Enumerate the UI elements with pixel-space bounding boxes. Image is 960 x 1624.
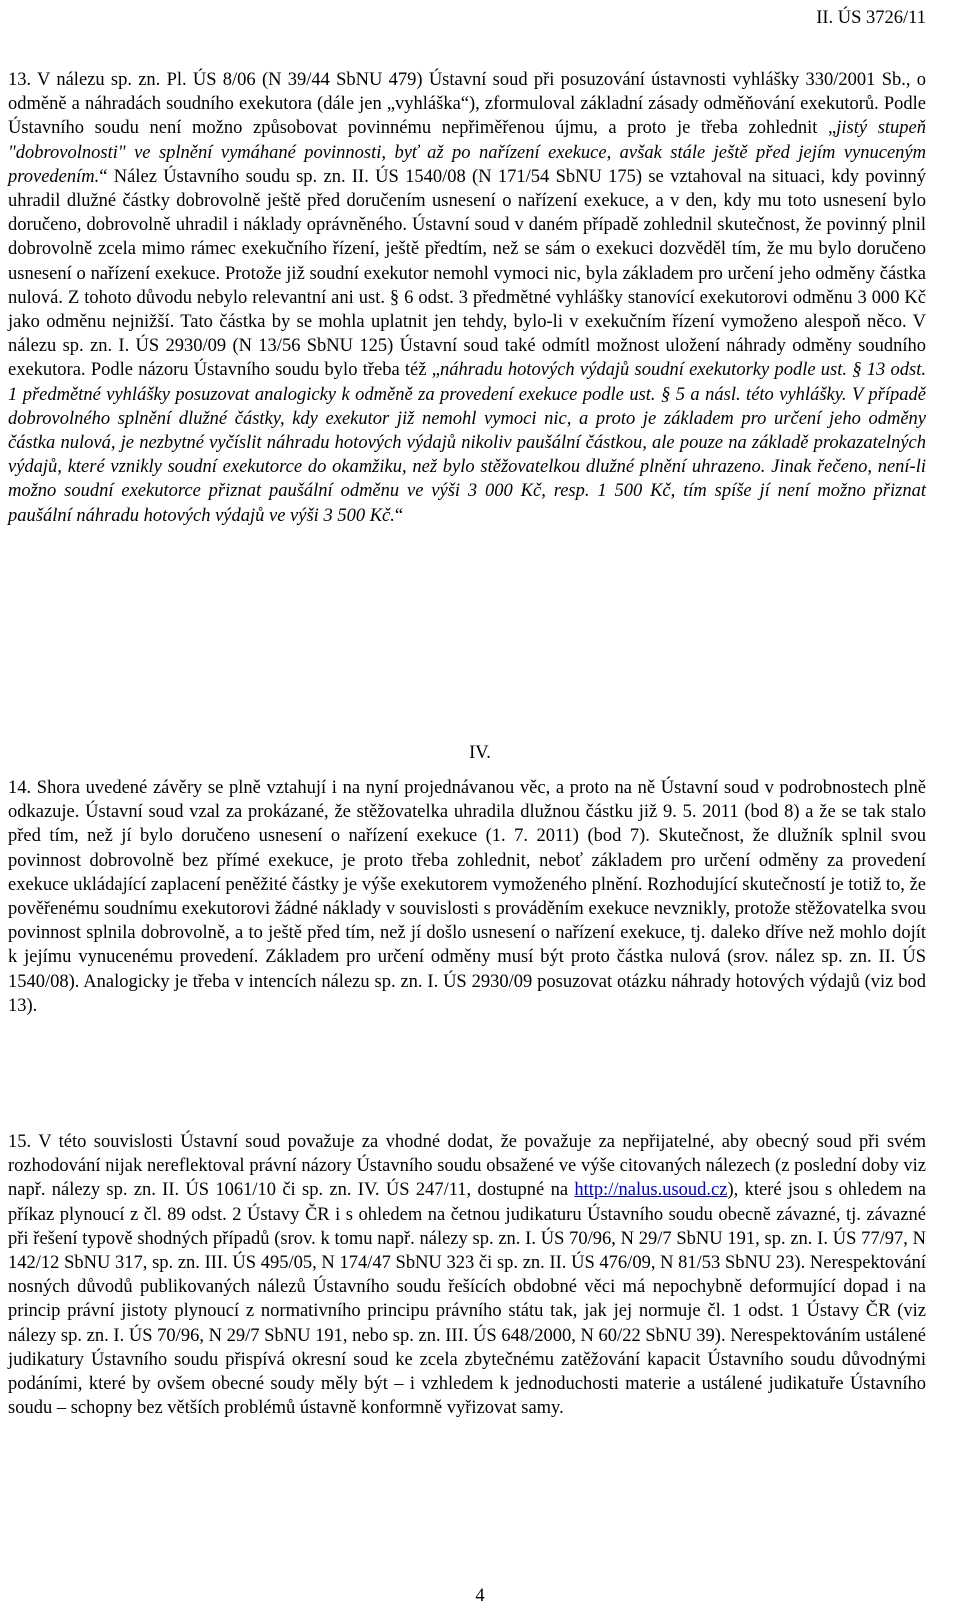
page-number: 4 (475, 1586, 485, 1606)
p13-text-3: “ (394, 505, 404, 526)
p13-text-1: 13. V nálezu sp. zn. Pl. ÚS 8/06 (N 39/44 SbNU 479) Ústavní soud při posuzování ústavnosti vyhlášky 330/2001 Sb., o odměně a náhradách soudního exekutora (dále jen „vyhláška“), zformuloval základní zásady odměňování exekutorů. Podle Ústavního soudu není možno způsobovat povinnému nepřiměřenou újmu, a proto je třeba zohlednit „ (8, 70, 926, 139)
p13-text-2: “ Nález Ústavního soudu sp. zn. II. ÚS 1540/08 (N 171/54 SbNU 175) se vztahoval na situaci, kdy povinný uhradil dlužné částky dobrovolně ještě před doručením usnesení o nařízení exekuce, a v den, kdy mu toto usnesení bylo doručeno, dobrovolně uhradil i náklady oprávněného. Ústavní soud v daném případě zohlednil skutečnost, že povinný plnil dobrovolně zcela mimo rámec exekučního řízení, ještě předtím, než se sám o exekuci dozvěděl tím, že mu bylo doručeno usnesení o nařízení exekuce. Protože již soudní exekutor nemohl vymoci nic, byla základem pro určení jeho odměny částka nulová. Z tohoto důvodu nebylo relevantní ani ust. § 6 odst. 3 předmětné vyhlášky stanovící exekutorovi odměnu 3 000 Kč jako odměnu nejnižší. Tato částka by se mohla uplatnit jen tehdy, bylo-li v exekučním řízení vymoženo alespoň něco. V nálezu sp. zn. I. ÚS 2930/09 (N 13/56 SbNU 125) Ústavní soud také odmítl možnost uložení náhrady odměny soudního exekutora. Podle názoru Ústavního soudu bylo třeba též „ (8, 166, 926, 381)
p13-quote-2: náhradu hotových výdajů soudní exekutorky podle ust. § 13 odst. 1 předmětné vyhlášky posuzovat analogicky k odměně za provedení exekuce podle ust. § 5 a násl. této vyhlášky. V případě dobrovolného splnění dlužné částky, kdy exekutor již nemohl vymoci nic, a proto je základem pro určení jeho odměny částka nulová, je nezbytné vyčíslit náhradu hotových výdajů nikoliv paušální částkou, ale pouze na základě prokazatelných výdajů, které vznikly soudní exekutorce do okamžiku, než bylo stěžovatelkou dlužné plnění uhrazeno. Jinak řečeno, není-li možno soudní exekutorce přiznat paušální odměnu ve výši 3 000 Kč, resp. 1 500 Kč, tím spíše jí není možno přiznat paušální náhradu hotových výdajů ve výši 3 500 Kč. (8, 360, 926, 526)
paragraph-14: 14. Shora uvedené závěry se plně vztahují i na nyní projednávanou věc, a proto na ně Ústavní soud v podrobnostech plně odkazuje. Ústavní soud vzal za prokázané, že stěžovatelka uhradila dlužnou částku již 9. 5. 2011 (bod 8) a že se tak stalo před tím, než jí bylo doručeno usnesení o nařízení exekuce (1. 7. 2011) (bod 7). Skutečnost, že dlužník splnil svou povinnost dobrovolně bez přímé exekuce, je proto třeba zohlednit, neboť základem pro určení odměny za provedení exekuce ukládající zaplacení peněžité částky je výše exekutorem vymoženého plnění. Rozhodující skutečností je totiž to, že pověřenému soudnímu exekutorovi žádné náklady v souvislosti s prováděním exekuce nevznikly, protože stěžovatelka svou povinnost splnila dobrovolně, a to ještě před tím, než jí došlo usnesení o nařízení exekuce, tj. daleko dříve než mohlo dojít k jejímu vynucenému provedení. Základem pro určení odměny musí být proto částka nulová (srov. nález sp. zn. II. ÚS 1540/08). Analogicky je třeba v intencích nálezu sp. zn. I. ÚS 2930/09 posuzovat otázku náhrady hotových výdajů (viz bod 13). (8, 778, 926, 1016)
paragraph-13 (8, 68, 926, 528)
p13-quote-1: jistý stupeň "dobrovolnosti" ve splnění vymáhané povinnosti, byť až po nařízení exekuce, avšak stále ještě před jejím vynuceným provedením. (8, 118, 926, 187)
paragraph-15 (8, 1130, 926, 1420)
p15-text-1: 15. V této souvislosti Ústavní soud považuje za vhodné dodat, že považuje za nepřijatelné, aby obecný soud při svém rozhodování nijak nereflektoval právní názory Ústavního soudu obsažené ve výše citovaných nálezech (z poslední doby viz např. nálezy sp. zn. II. ÚS 1061/10 či sp. zn. IV. ÚS 247/11, dostupné na (8, 1132, 926, 1201)
section-heading: IV. (469, 743, 491, 763)
p15-text-2: ), které jsou s ohledem na příkaz plynoucí z čl. 89 odst. 2 Ústavy ČR i s ohledem na četnou judikaturu Ústavního soudu obecně závazné, tj. závazné při řešení typově shodných případů (srov. k tomu např. nálezy sp. zn. I. ÚS 70/96, N 29/7 SbNU 191, sp. zn. I. ÚS 77/97, N 142/12 SbNU 317, sp. zn. III. ÚS 495/05, N 174/47 SbNU 323 či sp. zn. II. ÚS 476/09, N 81/53 SbNU 23). Nerespektování nosných důvodů publikovaných nálezů Ústavního soudu řešících obdobné věci má nepochybně deformující dopad i na princip právní jistoty plynoucí z normativního principu právního státu tak, jak jej normuje čl. 1 odst. 1 Ústavy ČR (viz nálezy sp. zn. I. ÚS 70/96, N 29/7 SbNU 191, nebo sp. zn. III. ÚS 648/2000, N 60/22 SbNU 39). Nerespektováním ustálené judikatury Ústavního soudu přispívá okresní soud ke zcela zbytečnému zatěžování kapacit Ústavního soudu důvodnými podáními, které by ovšem obecné soudy měly být – i vzhledem k jednoduchosti materie a ustálené judikatuře Ústavního soudu – schopny bez větších problémů ústavně konformně vyřizovat samy. (8, 1180, 926, 1419)
nalus-link[interactable]: http://nalus.usoud.cz (574, 1180, 728, 1201)
case-reference-header: II. ÚS 3726/11 (816, 8, 926, 28)
